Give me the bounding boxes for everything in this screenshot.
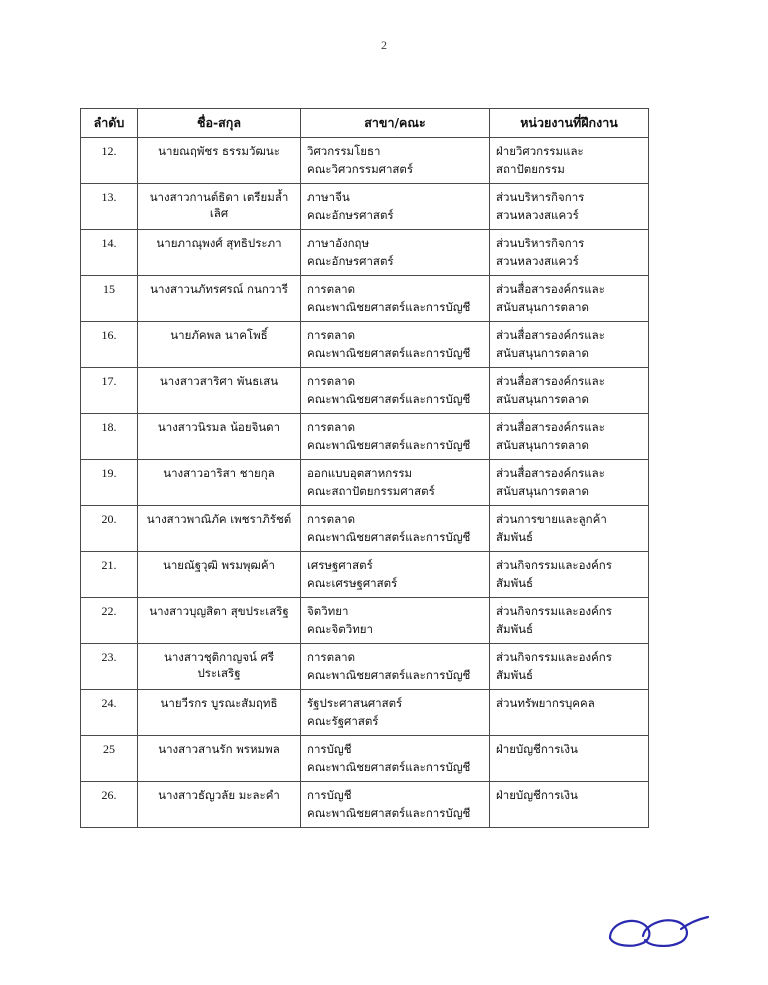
major-line: เศรษฐศาสตร์ xyxy=(307,558,373,572)
major-line: การตลาด xyxy=(307,650,356,664)
cell-sequence: 20. xyxy=(81,506,138,552)
table-row xyxy=(81,644,649,690)
page-number: 2 xyxy=(381,38,387,52)
unit-line: ส่วนสื่อสารองค์กรและ xyxy=(496,420,605,434)
faculty-line: คณะจิตวิทยา xyxy=(307,621,373,636)
faculty-line: คณะอักษรศาสตร์ xyxy=(307,253,394,268)
cell-internship-unit xyxy=(490,736,649,782)
faculty-line: คณะรัฐศาสตร์ xyxy=(307,713,379,728)
unit-line: สัมพันธ์ xyxy=(496,667,534,682)
cell-sequence: 13. xyxy=(81,184,138,230)
table-row xyxy=(81,690,649,736)
cell-sequence: 12. xyxy=(81,138,138,184)
table-row xyxy=(81,506,649,552)
cell-student-name: นางสาวพาณิภัค เพชราภิรัชต์ xyxy=(138,506,301,552)
cell-internship-unit xyxy=(490,184,649,230)
cell-sequence: 17. xyxy=(81,368,138,414)
cell-student-name: นายภัคพล นาคโพธิ์ xyxy=(138,322,301,368)
cell-major-faculty xyxy=(301,782,490,828)
column-header-sequence: ลำดับ xyxy=(81,109,138,138)
cell-student-name: นางสาวชุติกาญจน์ ศรีประเสริฐ xyxy=(138,644,301,690)
cell-student-name: นางสาวนิรมล น้อยจินดา xyxy=(138,414,301,460)
cell-student-name: นางสาวธัญวลัย มะละคำ xyxy=(138,782,301,828)
cell-major-faculty xyxy=(301,552,490,598)
table-row xyxy=(81,230,649,276)
major-line: การตลาด xyxy=(307,374,356,388)
faculty-line: คณะพาณิชยศาสตร์และการบัญชี xyxy=(307,437,471,452)
major-line: ภาษาอังกฤษ xyxy=(307,236,370,250)
cell-internship-unit xyxy=(490,276,649,322)
unit-line: ส่วนสื่อสารองค์กรและ xyxy=(496,328,605,342)
faculty-line: คณะวิศวกรรมศาสตร์ xyxy=(307,161,414,176)
unit-line: สนับสนุนการตลาด xyxy=(496,483,589,498)
faculty-line: คณะพาณิชยศาสตร์และการบัญชี xyxy=(307,805,471,820)
cell-sequence: 22. xyxy=(81,598,138,644)
table-row xyxy=(81,276,649,322)
faculty-line: คณะพาณิชยศาสตร์และการบัญชี xyxy=(307,299,471,314)
unit-line: สนับสนุนการตลาด xyxy=(496,437,589,452)
cell-major-faculty xyxy=(301,230,490,276)
cell-student-name: นางสาวบุญสิตา สุขประเสริฐ xyxy=(138,598,301,644)
cell-major-faculty xyxy=(301,368,490,414)
table-row xyxy=(81,598,649,644)
unit-line: ส่วนกิจกรรมและองค์กร xyxy=(496,558,612,572)
column-header-unit: หน่วยงานที่ฝึกงาน xyxy=(490,109,649,138)
cell-major-faculty xyxy=(301,690,490,736)
table-row xyxy=(81,368,649,414)
table-body xyxy=(81,138,649,828)
cell-sequence: 16. xyxy=(81,322,138,368)
table-row xyxy=(81,782,649,828)
major-line: วิศวกรรมโยธา xyxy=(307,144,381,158)
unit-line: สนับสนุนการตลาด xyxy=(496,391,589,406)
unit-line: ส่วนสื่อสารองค์กรและ xyxy=(496,466,605,480)
unit-line: ส่วนสื่อสารองค์กรและ xyxy=(496,282,605,296)
cell-sequence: 15 xyxy=(81,276,138,322)
cell-internship-unit xyxy=(490,782,649,828)
cell-student-name: นายวีรกร บูรณะสัมฤทธิ xyxy=(138,690,301,736)
roster-table-container xyxy=(80,108,648,828)
cell-sequence: 24. xyxy=(81,690,138,736)
major-line: การบัญชี xyxy=(307,788,352,802)
table-row xyxy=(81,138,649,184)
cell-internship-unit xyxy=(490,506,649,552)
unit-line: ส่วนบริหารกิจการ xyxy=(496,190,585,204)
cell-major-faculty xyxy=(301,460,490,506)
unit-line: ส่วนบริหารกิจการ xyxy=(496,236,585,250)
unit-line: ส่วนกิจกรรมและองค์กร xyxy=(496,650,612,664)
cell-student-name: นางสาวอาริสา ชายกุล xyxy=(138,460,301,506)
major-line: การตลาด xyxy=(307,328,356,342)
column-header-name: ชื่อ-สกุล xyxy=(138,109,301,138)
faculty-line: คณะเศรษฐศาสตร์ xyxy=(307,575,398,590)
unit-line: สัมพันธ์ xyxy=(496,621,534,636)
cell-student-name: นายณัฐวุฒิ พรมพุฒค้า xyxy=(138,552,301,598)
major-line: การตลาด xyxy=(307,282,356,296)
unit-line: สัมพันธ์ xyxy=(496,529,534,544)
cell-internship-unit xyxy=(490,552,649,598)
unit-line: สนับสนุนการตลาด xyxy=(496,345,589,360)
table-row xyxy=(81,184,649,230)
faculty-line: คณะพาณิชยศาสตร์และการบัญชี xyxy=(307,391,471,406)
cell-major-faculty xyxy=(301,276,490,322)
cell-major-faculty xyxy=(301,506,490,552)
major-line: การบัญชี xyxy=(307,742,352,756)
cell-sequence: 26. xyxy=(81,782,138,828)
cell-major-faculty xyxy=(301,138,490,184)
cell-internship-unit xyxy=(490,230,649,276)
cell-student-name: นายภาณุพงศ์ สุทธิประภา xyxy=(138,230,301,276)
cell-internship-unit xyxy=(490,690,649,736)
cell-student-name: นางสาวสาริศา พันธเสน xyxy=(138,368,301,414)
major-line: ออกแบบอุตสาหกรรม xyxy=(307,466,413,480)
table-row xyxy=(81,736,649,782)
cell-internship-unit xyxy=(490,460,649,506)
cell-sequence: 21. xyxy=(81,552,138,598)
cell-major-faculty xyxy=(301,736,490,782)
unit-line: ฝ่ายวิศวกรรมและ xyxy=(496,144,584,158)
cell-student-name: นางสาวนภัทรศรณ์ กนกวารี xyxy=(138,276,301,322)
cell-sequence: 23. xyxy=(81,644,138,690)
unit-line: สวนหลวงสแควร์ xyxy=(496,253,579,268)
faculty-line: คณะพาณิชยศาสตร์และการบัญชี xyxy=(307,759,471,774)
unit-line: ฝ่ายบัญชีการเงิน xyxy=(496,788,578,802)
unit-line: สนับสนุนการตลาด xyxy=(496,299,589,314)
faculty-line: คณะอักษรศาสตร์ xyxy=(307,207,394,222)
cell-major-faculty xyxy=(301,598,490,644)
signature-mark xyxy=(596,898,726,970)
table-row xyxy=(81,414,649,460)
faculty-line: คณะพาณิชยศาสตร์และการบัญชี xyxy=(307,529,471,544)
unit-line: ส่วนกิจกรรมและองค์กร xyxy=(496,604,612,618)
cell-sequence: 14. xyxy=(81,230,138,276)
major-line: ภาษาจีน xyxy=(307,190,350,204)
column-header-major: สาขา/คณะ xyxy=(301,109,490,138)
faculty-line: คณะสถาปัตยกรรมศาสตร์ xyxy=(307,483,435,498)
unit-line: ส่วนการขายและลูกค้า xyxy=(496,512,607,526)
major-line: การตลาด xyxy=(307,420,356,434)
table-header xyxy=(81,109,649,138)
unit-line: ส่วนทรัพยากรบุคคล xyxy=(496,696,595,710)
faculty-line: คณะพาณิชยศาสตร์และการบัญชี xyxy=(307,667,471,682)
cell-major-faculty xyxy=(301,322,490,368)
unit-line: ฝ่ายบัญชีการเงิน xyxy=(496,742,578,756)
table-row xyxy=(81,552,649,598)
cell-sequence: 18. xyxy=(81,414,138,460)
cell-sequence: 25 xyxy=(81,736,138,782)
cell-internship-unit xyxy=(490,368,649,414)
unit-line: ส่วนสื่อสารองค์กรและ xyxy=(496,374,605,388)
table-row xyxy=(81,322,649,368)
cell-internship-unit xyxy=(490,138,649,184)
cell-student-name: นางสาวกานต์ธิดา เตรียมล้ำเลิศ xyxy=(138,184,301,230)
unit-line: สถาปัตยกรรม xyxy=(496,161,565,176)
cell-student-name: นายณฤพัชร ธรรมวัฒนะ xyxy=(138,138,301,184)
cell-major-faculty xyxy=(301,644,490,690)
cell-student-name: นางสาวสานรัก พรหมพล xyxy=(138,736,301,782)
cell-major-faculty xyxy=(301,414,490,460)
unit-line: สวนหลวงสแควร์ xyxy=(496,207,579,222)
roster-table xyxy=(80,108,649,828)
faculty-line: คณะพาณิชยศาสตร์และการบัญชี xyxy=(307,345,471,360)
cell-major-faculty xyxy=(301,184,490,230)
cell-internship-unit xyxy=(490,414,649,460)
unit-line: สัมพันธ์ xyxy=(496,575,534,590)
table-row xyxy=(81,460,649,506)
major-line: จิตวิทยา xyxy=(307,604,349,618)
cell-internship-unit xyxy=(490,598,649,644)
major-line: รัฐประศาสนศาสตร์ xyxy=(307,696,403,710)
cell-internship-unit xyxy=(490,322,649,368)
cell-internship-unit xyxy=(490,644,649,690)
cell-sequence: 19. xyxy=(81,460,138,506)
major-line: การตลาด xyxy=(307,512,356,526)
table-header-row xyxy=(81,109,649,138)
